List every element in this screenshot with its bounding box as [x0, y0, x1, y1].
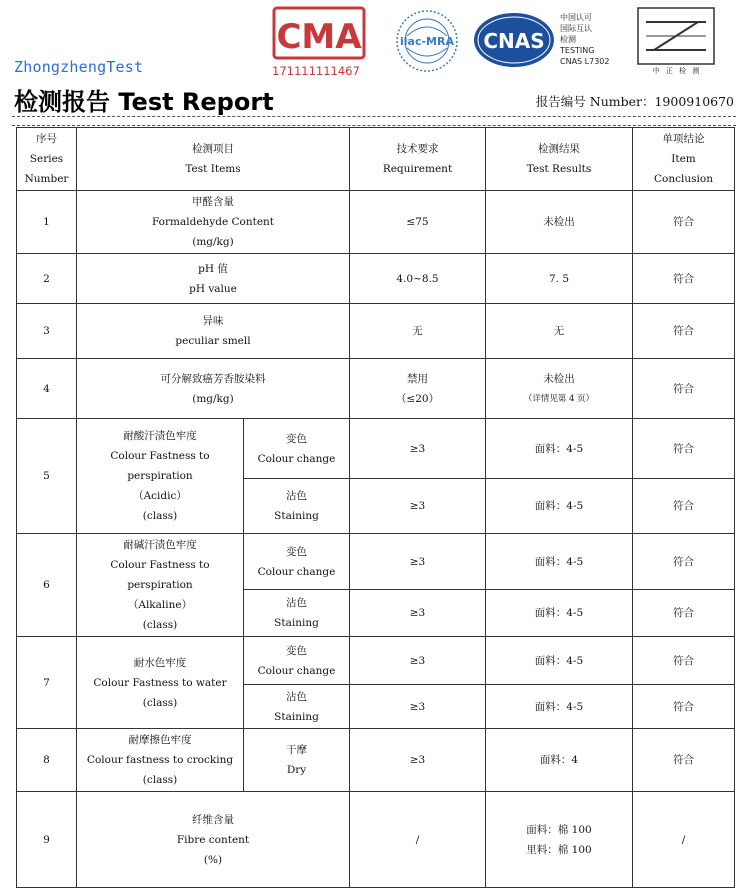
test-item: 异味 peculiar smell: [77, 304, 350, 359]
requirement: /: [350, 792, 486, 888]
conclusion: /: [633, 792, 735, 888]
table-row: [17, 419, 735, 479]
table-row: [17, 534, 735, 590]
result: 无: [486, 304, 633, 359]
test-item: pH 值 pH value: [77, 254, 350, 304]
report-number: 报告编号 Number：1900910670: [535, 94, 734, 109]
result: 面料：4-5: [486, 534, 633, 590]
table-row: [17, 304, 735, 359]
svg-text:ilac-MRA: ilac-MRA: [400, 35, 454, 48]
header-conclusion: 单项结论 Item Conclusion: [633, 128, 735, 191]
row-number: 6: [17, 534, 77, 637]
test-item: 耐摩擦色牢度 Colour fastness to crocking (class): [77, 729, 244, 792]
test-results-table: [16, 127, 735, 888]
result: 面料：4-5: [486, 590, 633, 637]
requirement: ≥3: [350, 685, 486, 729]
row-number: 9: [17, 792, 77, 888]
test-item: 纤维含量 Fibre content (%): [77, 792, 350, 888]
cnas-logo: [472, 10, 556, 70]
requirement: 无: [350, 304, 486, 359]
cma-logo: [272, 6, 366, 78]
header-divider: [12, 116, 736, 126]
requirement: ≥3: [350, 534, 486, 590]
sub-item: 干摩 Dry: [244, 729, 350, 792]
table-header-row: [17, 128, 735, 191]
test-item: 可分解致癌芳香胺染料 (mg/kg): [77, 359, 350, 419]
report-header: [0, 0, 750, 125]
conclusion: 符合: [633, 419, 735, 479]
row-number: 4: [17, 359, 77, 419]
sub-item: 沾色 Staining: [244, 590, 350, 637]
ilac-mra-logo: [392, 8, 462, 74]
test-item: 耐酸汗渍色牢度 Colour Fastness to perspiration （Acidic） (class): [77, 419, 244, 534]
conclusion: 符合: [633, 479, 735, 534]
brand-name: ZhongzhengTest: [14, 58, 144, 76]
result: 未检出: [486, 191, 633, 254]
result: 面料：4-5: [486, 479, 633, 534]
requirement: ≥3: [350, 729, 486, 792]
cnas-accreditation-text: 中国认可 国际互认 检测 TESTING CNAS L7302: [560, 13, 610, 66]
requirement: ≥3: [350, 637, 486, 685]
header-series: 序号 Series Number: [17, 128, 77, 191]
result: 面料：4: [486, 729, 633, 792]
row-number: 7: [17, 637, 77, 729]
sub-item: 变色 Colour change: [244, 637, 350, 685]
conclusion: 符合: [633, 304, 735, 359]
result: 未检出 （详情见第 4 页）: [486, 359, 633, 419]
test-item: 耐水色牢度 Colour Fastness to water (class): [77, 637, 244, 729]
requirement: ≥3: [350, 479, 486, 534]
sub-item: 沾色 Staining: [244, 479, 350, 534]
table-row: [17, 792, 735, 888]
conclusion: 符合: [633, 254, 735, 304]
page-title: 检测报告 Test Report: [14, 88, 274, 116]
row-number: 3: [17, 304, 77, 359]
conclusion: 符合: [633, 590, 735, 637]
row-number: 5: [17, 419, 77, 534]
requirement: ≥3: [350, 419, 486, 479]
conclusion: 符合: [633, 191, 735, 254]
zhongzheng-label: 中 正 检 测: [652, 67, 702, 75]
requirement: 禁用 （≤20）: [350, 359, 486, 419]
conclusion: 符合: [633, 729, 735, 792]
conclusion: 符合: [633, 534, 735, 590]
conclusion: 符合: [633, 359, 735, 419]
cma-number: 171111111467: [272, 64, 360, 78]
sub-item: 沾色 Staining: [244, 685, 350, 729]
header-results: 检测结果 Test Results: [486, 128, 633, 191]
table-row: [17, 191, 735, 254]
table-row: [17, 254, 735, 304]
result: 7. 5: [486, 254, 633, 304]
requirement: ≤75: [350, 191, 486, 254]
header-test-items: 检测项目 Test Items: [77, 128, 350, 191]
test-item: 耐碱汗渍色牢度 Colour Fastness to perspiration （Alkaline） (class): [77, 534, 244, 637]
header-requirement: 技术要求 Requirement: [350, 128, 486, 191]
result: 面料：棉 100 里料：棉 100: [486, 792, 633, 888]
row-number: 2: [17, 254, 77, 304]
row-number: 1: [17, 191, 77, 254]
svg-text:CNAS: CNAS: [483, 29, 545, 53]
result: 面料：4-5: [486, 419, 633, 479]
test-item: 甲醛含量 Formaldehyde Content (mg/kg): [77, 191, 350, 254]
conclusion: 符合: [633, 637, 735, 685]
table-row: [17, 359, 735, 419]
requirement: ≥3: [350, 590, 486, 637]
result: 面料：4-5: [486, 637, 633, 685]
table-row: [17, 729, 735, 792]
table-row: [17, 637, 735, 685]
row-number: 8: [17, 729, 77, 792]
sub-item: 变色 Colour change: [244, 534, 350, 590]
requirement: 4.0~8.5: [350, 254, 486, 304]
sub-item: 变色 Colour change: [244, 419, 350, 479]
result: 面料：4-5: [486, 685, 633, 729]
svg-text:CMA: CMA: [276, 17, 362, 57]
conclusion: 符合: [633, 685, 735, 729]
